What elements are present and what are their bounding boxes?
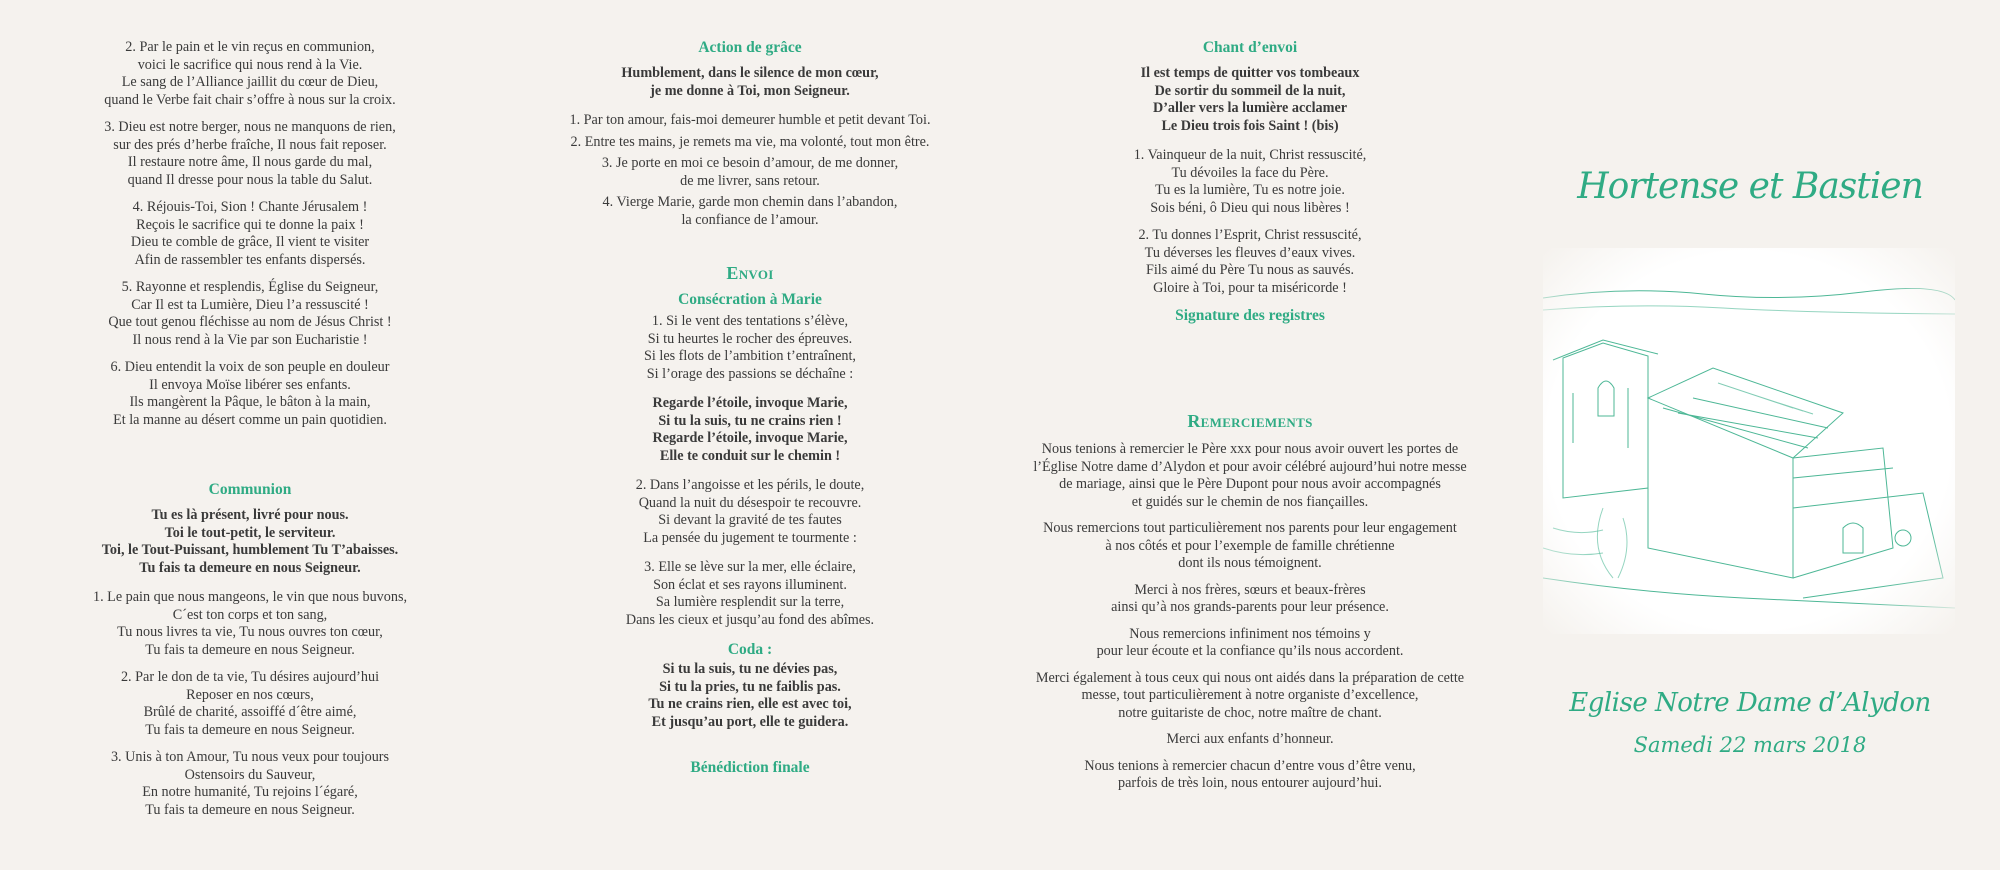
text-line: Merci également à tous ceux qui nous ont aidés dans la préparation de cette	[1035, 669, 1465, 686]
text-line: la confiance de l’amour.	[681, 211, 819, 228]
verse-block	[1020, 441, 1480, 511]
couple-names: Hortense et Bastien	[1577, 166, 1923, 207]
text-line: Merci à nos frères, sœurs et beaux-frères	[1134, 581, 1366, 598]
thanks-paragraphs	[1020, 441, 1480, 793]
text-line: Merci aux enfants d’honneur.	[1166, 731, 1334, 747]
verse-block	[530, 112, 970, 130]
text-line: Si les flots de l’ambition t’entraînent,	[644, 348, 856, 364]
text-line: Gloire à Toi, pour ta miséricorde !	[1153, 279, 1347, 296]
text-line: Et jusqu’au port, elle te guidera.	[651, 713, 849, 730]
church-name: Eglise Notre Dame d’Alydon	[1569, 688, 1931, 718]
text-line: de me livrer, sans retour.	[680, 172, 820, 189]
remerciements-title: Remerciements	[1187, 411, 1313, 431]
text-line: Dieu te comble de grâce, Il vient te visiter	[130, 234, 370, 250]
text-line: messe, tout particulièrement à notre organiste d’excellence,	[1081, 687, 1419, 703]
text-line: 1. Par ton amour, fais-moi demeurer humble et petit devant Toi.	[569, 112, 931, 128]
text-line: sur des prés d’herbe fraîche, Il nous fait reposer.	[113, 136, 387, 153]
text-line: quand Il dresse pour nous la table du Salut.	[127, 171, 373, 188]
text-line: l’Église Notre dame d’Alydon et pour avoir célébré aujourd’hui notre messe	[1033, 458, 1467, 475]
text-line: Tu fais ta demeure en nous Seigneur.	[145, 801, 355, 818]
action-refrain	[530, 65, 970, 100]
text-line: 2. Tu donnes l’Esprit, Christ ressuscité,	[1138, 227, 1362, 243]
text-line: 4. Réjouis-Toi, Sion ! Chante Jérusalem !	[132, 199, 368, 215]
text-line: de mariage, ainsi que le Père Dupont pour nous avoir accompagnés	[1059, 476, 1441, 492]
text-line: Il envoya Moïse libérer ses enfants.	[149, 376, 351, 393]
text-line: Car Il est ta Lumière, Dieu l’a ressuscité !	[131, 296, 369, 313]
text-line: D’aller vers la lumière acclamer	[1152, 100, 1348, 116]
verse-block	[60, 39, 440, 109]
text-line: Il est temps de quitter vos tombeaux	[1140, 65, 1360, 81]
text-line: Il nous rend à la Vie par son Eucharistie !	[132, 331, 368, 348]
text-line: Afin de rassembler tes enfants dispersés.	[134, 251, 366, 268]
verse-block	[1020, 731, 1480, 749]
coda-title: Coda :	[727, 641, 773, 658]
text-line: 3. Dieu est notre berger, nous ne manquons de rien,	[104, 119, 396, 135]
verse-block	[1020, 520, 1480, 573]
action-de-grace-title: Action de grâce	[698, 39, 802, 56]
text-line: Regarde l’étoile, invoque Marie,	[652, 395, 848, 411]
text-line: Tu fais ta demeure en nous Seigneur.	[145, 721, 355, 738]
benediction-title: Bénédiction finale	[690, 759, 810, 776]
verse-block	[1020, 582, 1480, 617]
text-line: Brûlé de charité, assoiffé d´être aimé,	[143, 704, 357, 720]
verse-block	[1020, 758, 1480, 793]
column-psalm-communion	[60, 0, 440, 829]
envoi-title: Envoi	[726, 263, 774, 283]
text-line: Dans les cieux et jusqu’au fond des abîmes.	[625, 611, 875, 628]
text-line: Tu dévoiles la face du Père.	[1171, 164, 1329, 181]
verse-block	[530, 477, 970, 547]
text-line: 3. Unis à ton Amour, Tu nous veux pour toujours	[110, 749, 390, 765]
text-line: Tu déverses les fleuves d’eaux vives.	[1144, 244, 1356, 261]
verse-block	[1020, 227, 1480, 297]
text-line: Le sang de l’Alliance jaillit du cœur de Dieu,	[121, 74, 379, 90]
chant-verses	[1020, 147, 1480, 297]
text-line: 1. Si le vent des tentations s’élève,	[651, 313, 849, 329]
wedding-date: Samedi 22 mars 2018	[1633, 733, 1867, 757]
text-line: Nous remercions infiniment nos témoins y	[1129, 625, 1371, 642]
text-line: Tu es la lumière, Tu es notre joie.	[1155, 182, 1345, 198]
text-line: Sa lumière resplendit sur la terre,	[655, 594, 845, 610]
consecration-verses	[530, 477, 970, 629]
verse-block	[530, 134, 970, 152]
text-line: Que tout genou fléchisse au nom de Jésus Christ !	[108, 314, 392, 330]
text-line: Si tu la pries, tu ne faiblis pas.	[659, 678, 841, 695]
text-line: ainsi qu’à nos grands-parents pour leur présence.	[1111, 599, 1389, 615]
text-line: 4. Vierge Marie, garde mon chemin dans l’abandon,	[602, 194, 898, 210]
text-line: Elle te conduit sur le chemin !	[659, 447, 841, 464]
text-line: 1. Vainqueur de la nuit, Christ ressuscité,	[1133, 147, 1367, 163]
text-line: 2. Entre tes mains, je remets ma vie, ma volonté, tout mon être.	[570, 133, 930, 150]
verse-block	[60, 279, 440, 349]
text-line: Nous remercions tout particulièrement nos parents pour leur engagement	[1043, 520, 1457, 536]
text-line: Si tu la suis, tu ne dévies pas,	[662, 661, 838, 677]
text-line: Il restaure notre âme, Il nous garde du mal,	[127, 154, 373, 170]
text-line: Sois béni, ô Dieu qui nous libères !	[1150, 199, 1350, 216]
text-line: Quand la nuit du désespoir te recouvre.	[638, 494, 862, 511]
verse-block	[1020, 670, 1480, 723]
coda-text	[530, 661, 970, 731]
text-line: Si devant la gravité de tes fautes	[658, 512, 842, 528]
text-line: Si tu heurtes le rocher des épreuves.	[647, 330, 853, 347]
text-line: 2. Par le don de ta vie, Tu désires aujourd’hui	[120, 669, 380, 685]
text-line: Le Dieu trois fois Saint ! (bis)	[1161, 117, 1339, 134]
consecration-refrain	[530, 395, 970, 465]
text-line: La pensée du jugement te tourmente :	[643, 529, 857, 546]
text-line: C´est ton corps et ton sang,	[172, 606, 328, 623]
text-line: 2. Dans l’angoisse et les périls, le doute,	[635, 477, 865, 493]
text-line: 6. Dieu entendit la voix de son peuple en douleur	[110, 359, 390, 375]
text-line: En notre humanité, Tu rejoins l´égaré,	[142, 784, 358, 800]
chant-refrain	[1020, 65, 1480, 135]
text-line: Nous tenions à remercier le Père xxx pour nous avoir ouvert les portes de	[1041, 441, 1459, 457]
text-line: Humblement, dans le silence de mon cœur,	[621, 65, 879, 81]
text-line: Tu nous livres ta vie, Tu nous ouvres ton cœur,	[117, 624, 383, 640]
text-line: Tu ne crains rien, elle est avec toi,	[648, 696, 852, 712]
text-line: 5. Rayonne et resplendis, Église du Seigneur,	[121, 279, 379, 295]
verse-block	[60, 199, 440, 269]
text-line: Tu es là présent, livré pour nous.	[151, 507, 349, 523]
text-line: pour leur écoute et la confiance qu’ils nous accordent.	[1096, 643, 1404, 659]
text-line: quand le Verbe fait chair s’offre à nous sur la croix.	[104, 91, 396, 108]
text-line: notre guitariste de choc, notre maître de chant.	[1118, 704, 1382, 721]
text-line: Son éclat et ses rayons illuminent.	[653, 576, 847, 593]
text-line: Fils aimé du Père Tu nous as sauvés.	[1145, 262, 1355, 278]
text-line: Toi le tout-petit, le serviteur.	[164, 524, 336, 541]
text-line: Nous tenions à remercier chacun d’entre vous d’être venu,	[1084, 757, 1416, 774]
text-line: 1. Le pain que nous mangeons, le vin que nous buvons,	[92, 589, 408, 605]
text-line: 2. Par le pain et le vin reçus en communion,	[125, 39, 375, 55]
signature-title: Signature des registres	[1175, 307, 1325, 324]
text-line: Et la manne au désert comme un pain quotidien.	[113, 411, 387, 428]
text-line: Tu fais ta demeure en nous Seigneur.	[145, 641, 355, 658]
psalm-verses	[60, 39, 440, 429]
verse-block	[60, 669, 440, 739]
verse-block	[530, 155, 970, 190]
chant-envoi-title: Chant d’envoi	[1202, 39, 1298, 56]
verse-block	[530, 559, 970, 629]
text-line: à nos côtés et pour l’exemple de famille chrétienne	[1105, 537, 1395, 554]
communion-refrain	[60, 507, 440, 577]
verse-block	[60, 359, 440, 429]
verse-block	[1020, 626, 1480, 661]
text-line: Ostensoirs du Sauveur,	[184, 766, 316, 783]
text-line: voici le sacrifice qui nous rend à la Vie.	[137, 56, 363, 73]
text-line: 3. Elle se lève sur la mer, elle éclaire,	[644, 559, 856, 575]
text-line: Si tu la suis, tu ne crains rien !	[658, 412, 842, 429]
text-line: Ils mangèrent la Pâque, le bâton à la main,	[129, 394, 371, 410]
verse-block	[530, 194, 970, 229]
action-verses	[530, 112, 970, 229]
text-line: dont ils nous témoignent.	[1178, 555, 1322, 571]
verse-block	[60, 749, 440, 819]
text-line: Reposer en nos cœurs,	[186, 686, 314, 703]
text-line: Tu fais ta demeure en nous Seigneur.	[139, 559, 361, 576]
text-line: 3. Je porte en moi ce besoin d’amour, de me donner,	[601, 155, 899, 171]
consecration-title: Consécration à Marie	[678, 291, 822, 308]
text-line: Si l’orage des passions se déchaîne :	[646, 365, 854, 382]
verse-block	[60, 119, 440, 189]
text-line: je me donne à Toi, mon Seigneur.	[650, 82, 850, 99]
communion-verses	[60, 589, 440, 819]
consecration-verse-1	[530, 313, 970, 383]
column-chant-remerciements	[1020, 0, 1480, 802]
text-line: Toi, le Tout-Puissant, humblement Tu T’abaisses.	[101, 542, 399, 558]
text-line: et guidés sur le chemin de nos fiançailles.	[1131, 493, 1369, 510]
communion-title: Communion	[208, 481, 292, 498]
church-sketch-illustration	[1543, 248, 1955, 634]
column-action-envoi	[530, 0, 970, 785]
verse-block	[60, 589, 440, 659]
text-line: Regarde l’étoile, invoque Marie,	[652, 430, 848, 446]
text-line: Reçois le sacrifice qui te donne la paix !	[136, 216, 364, 233]
text-line: De sortir du sommeil de la nuit,	[1154, 82, 1346, 99]
text-line: parfois de très loin, nous entourer aujourd’hui.	[1118, 775, 1382, 791]
verse-block	[1020, 147, 1480, 217]
